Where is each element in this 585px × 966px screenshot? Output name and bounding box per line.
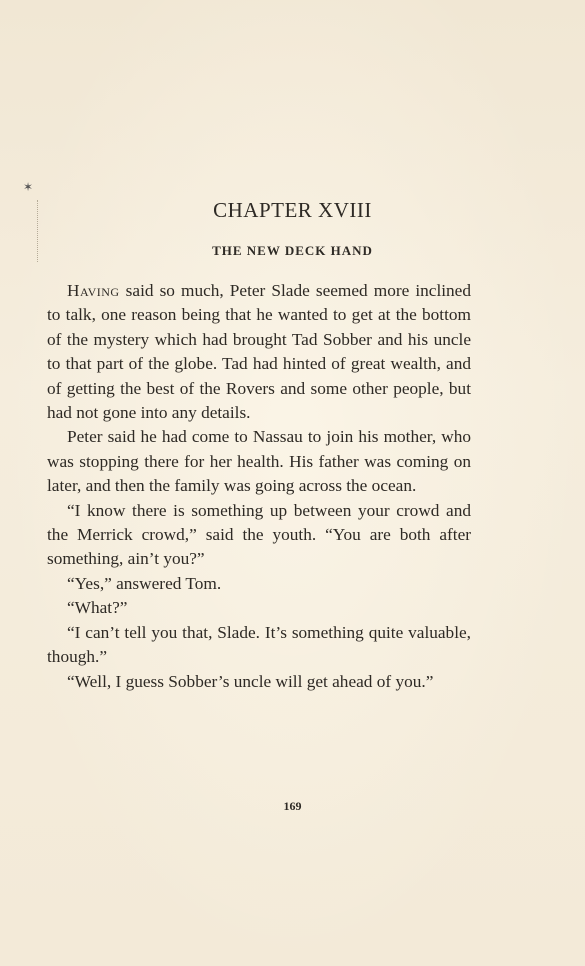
paragraph	[47, 279, 471, 425]
chapter-subtitle: THE NEW DECK HAND	[212, 243, 373, 258]
paragraph: “I know there is something up between your crowd and the Merrick crowd,” said the youth. “You are both after something, ain’t you?”	[47, 500, 471, 569]
paragraph: “Well, I guess Sobber’s uncle will get ahead of you.”	[67, 671, 434, 691]
chapter-title: CHAPTER XVIII	[213, 198, 372, 222]
page-number: 169	[283, 799, 302, 813]
ink-mark-icon: ✶	[23, 180, 34, 194]
paragraph: Peter said he had come to Nassau to join his mother, who was stopping there for her health. His father was coming on later, and then the family was going across the ocean.	[47, 427, 471, 496]
paragraph: “Yes,” answered Tom.	[67, 573, 222, 593]
paragraph-lead-word: Having	[67, 281, 120, 300]
chapter-body	[47, 279, 471, 694]
paragraph: “I can’t tell you that, Slade. It’s something quite valuable, though.”	[47, 622, 471, 667]
paragraph-text: said so much, Peter Slade seemed more inclined to talk, one reason being that he wanted to get at the bottom of the mystery which had brought Tad Sobber and his uncle to that part of the globe. Tad had hinted of great wealth, and of getting the best of the Rovers and some other people, but had not gone into any details.	[47, 281, 471, 423]
paragraph: “What?”	[67, 598, 128, 618]
